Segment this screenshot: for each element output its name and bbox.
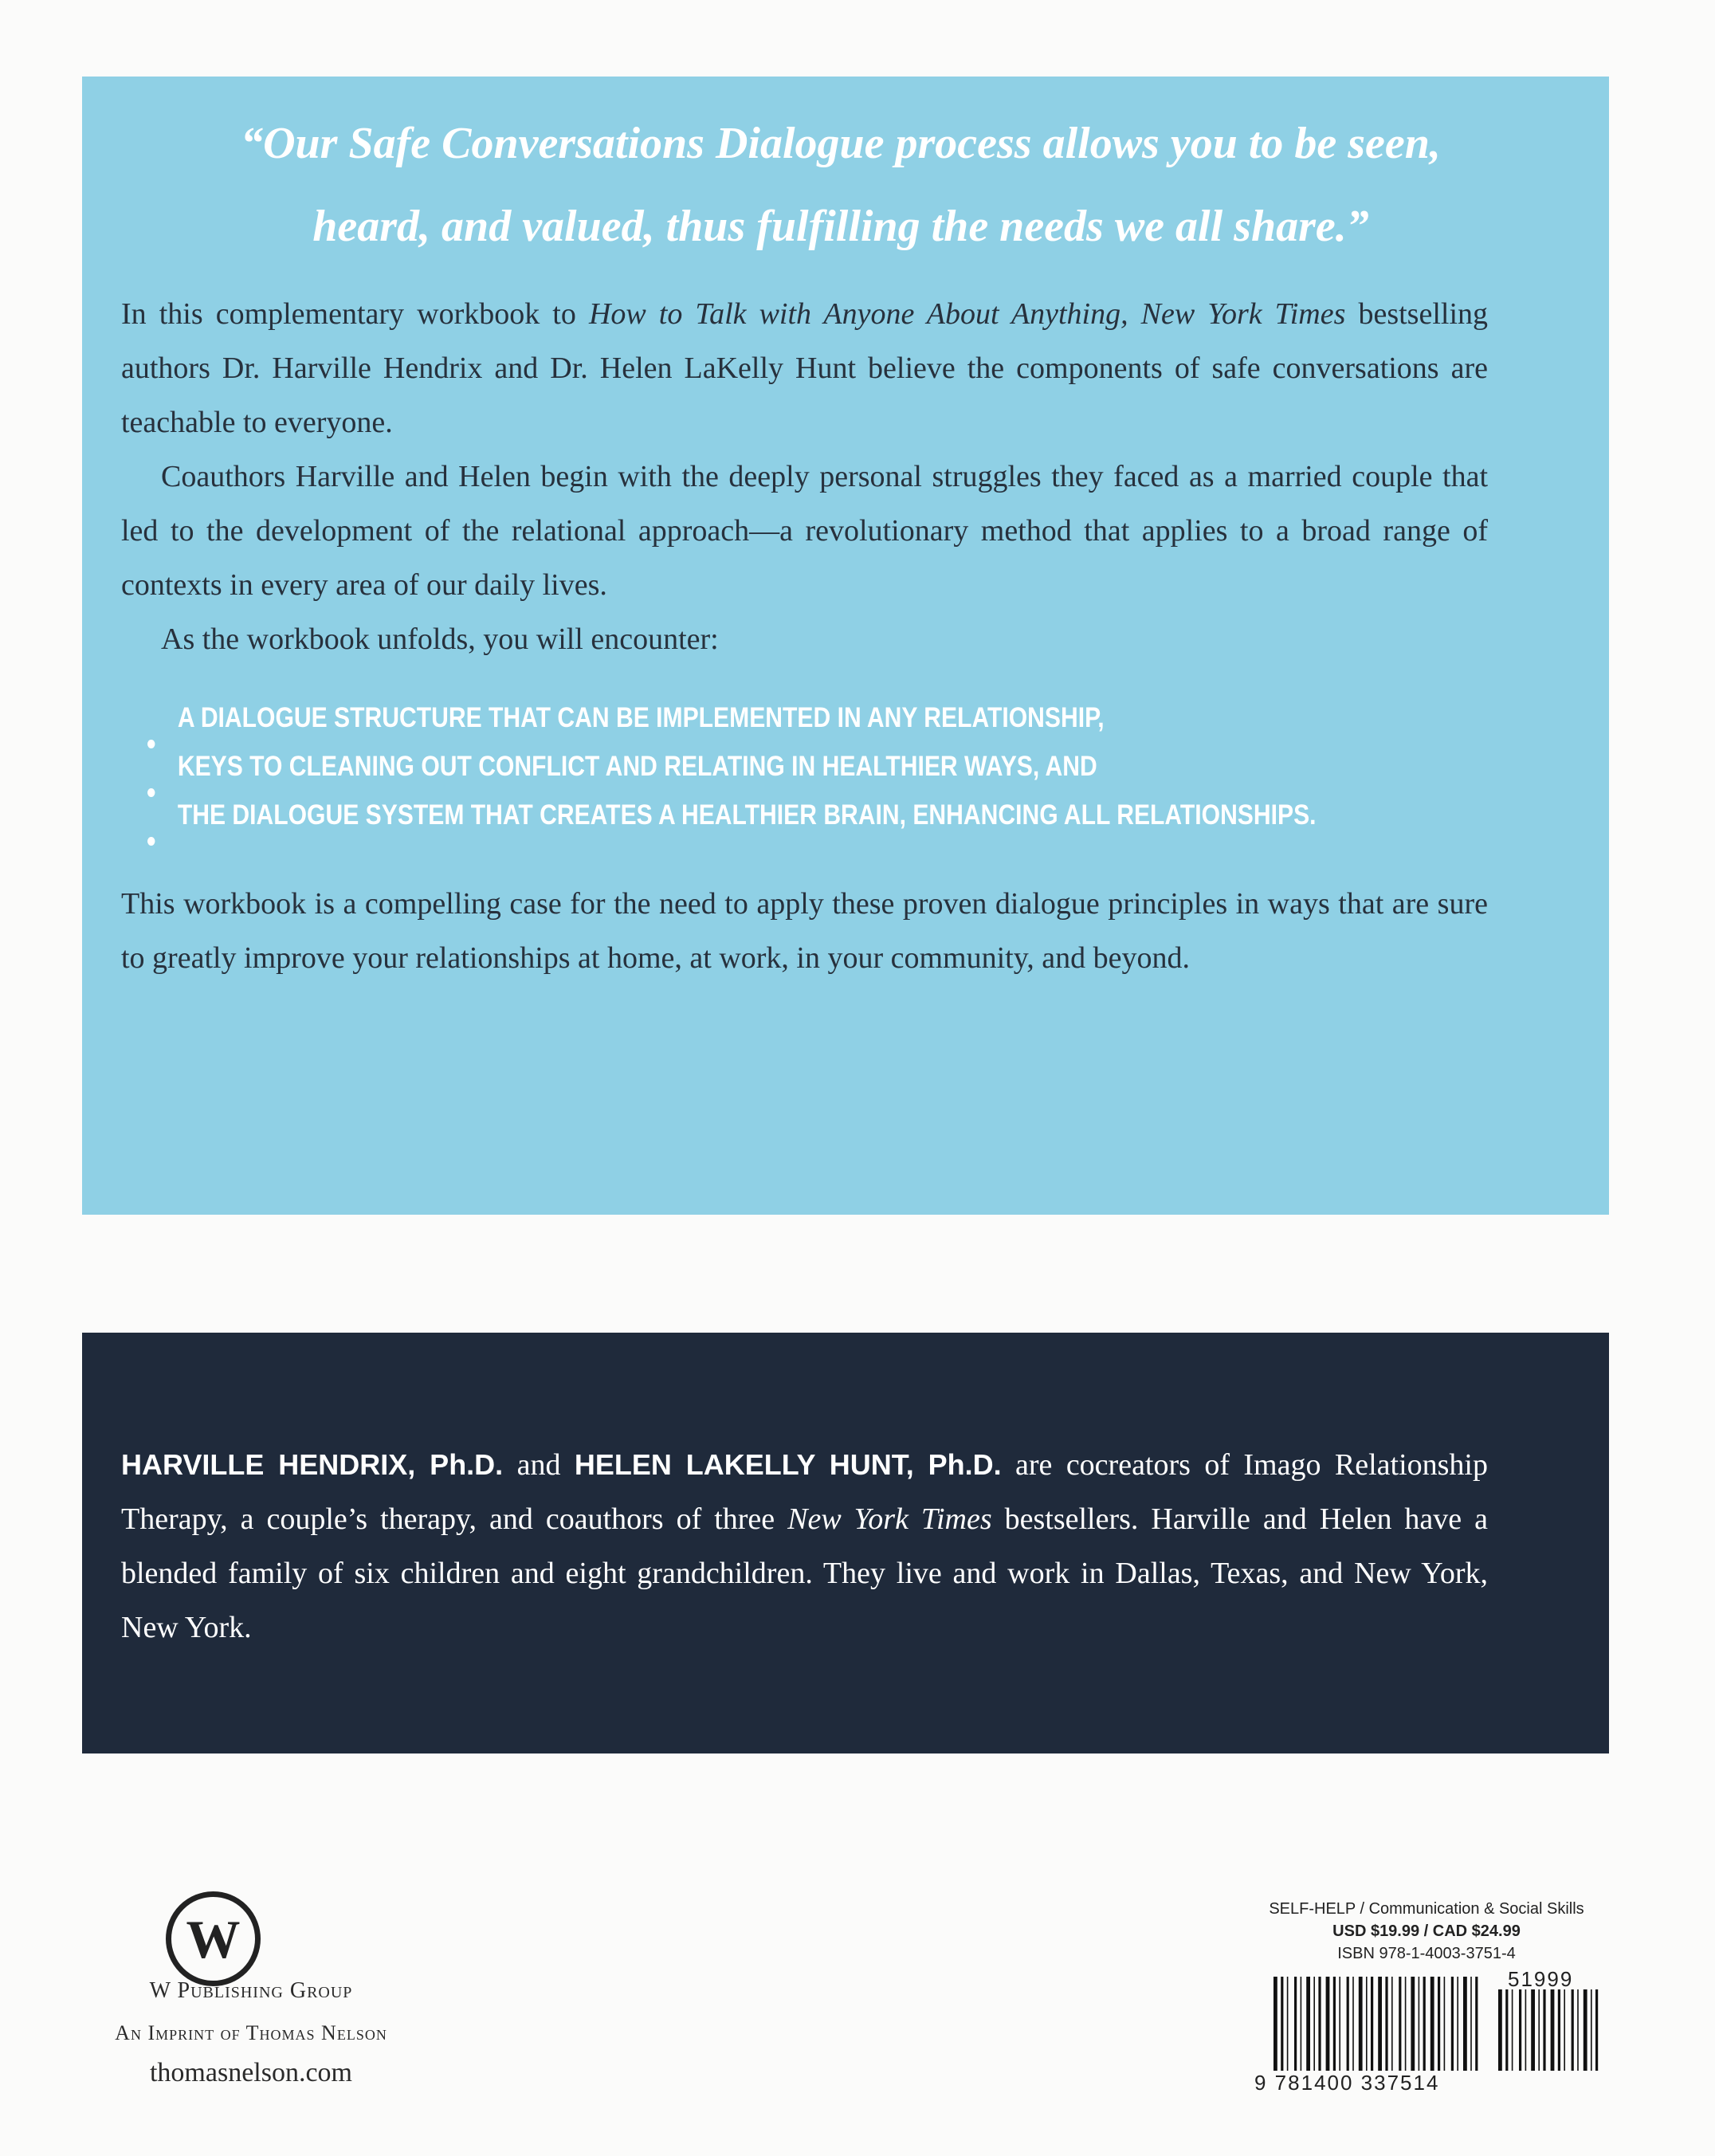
list-item-text: THE DIALOGUE SYSTEM THAT CREATES A HEALTHIER BRAIN, ENHANCING ALL RELATIONSHIPS.	[177, 799, 1317, 831]
intro-text-start: In this complementary workbook to	[121, 297, 589, 331]
publisher-imprint: An Imprint of Thomas Nelson	[115, 2021, 387, 2044]
book-title-reference: How to Talk with Anyone About Anything, New York Times	[588, 297, 1346, 331]
barcode-addon-icon	[1498, 1989, 1603, 2071]
bio-and: and	[503, 1448, 575, 1482]
encounter-paragraph: As the workbook unfolds, you will encounter:	[161, 622, 719, 656]
author-name-1: HARVILLE HENDRIX, Ph.D.	[121, 1448, 504, 1481]
publisher-logo-icon	[163, 1889, 263, 1989]
intro-paragraph	[121, 287, 1488, 450]
quote-line-1: “Our Safe Conversations Dialogue process allows you to be seen,	[241, 119, 1441, 168]
list-item	[147, 693, 1313, 742]
quote-line-2: heard, and valued, thus fulfilling the needs we all share.”	[312, 202, 1369, 251]
bullet-icon	[147, 715, 164, 725]
bullet-icon	[147, 812, 164, 822]
price: USD $19.99 / CAD $24.99	[1332, 1922, 1521, 1940]
intro-text-end: bestselling authors Dr. Harville Hendrix and Dr. Helen LaKelly Hunt believe the components of safe conversations are teachable to everyone.	[121, 297, 1489, 439]
publisher-name: W Publishing Group	[149, 1978, 353, 2003]
list-item-text: A DIALOGUE STRUCTURE THAT CAN BE IMPLEMENTED IN ANY RELATIONSHIP,	[177, 702, 1105, 733]
list-item	[147, 791, 1317, 839]
publisher-url: thomasnelson.com	[149, 2058, 353, 2087]
list-item-text: KEYS TO CLEANING OUT CONFLICT AND RELATING IN HEALTHIER WAYS, AND	[177, 751, 1097, 782]
bisac-category: SELF-HELP / Communication & Social Skills	[1269, 1900, 1584, 1918]
pull-quote	[143, 102, 1538, 268]
coauthors-paragraph: Coauthors Harville and Helen begin with the deeply personal struggles they faced as a married couple that led to the development of the relational approach—a revolutionary method that applies to a broad range of contexts in every area of our daily lives.	[121, 460, 1488, 602]
barcode-digits: 9 781400 337514	[1254, 2071, 1440, 2095]
bio-nyt: New York Times	[787, 1502, 992, 1536]
feature-list	[147, 693, 1502, 839]
list-item	[147, 742, 1313, 791]
svg-text:W: W	[186, 1909, 241, 1969]
closing-paragraph: This workbook is a compelling case for the need to apply these proven dialogue principles in ways that are sure to greatly improve your relationships at home, at work, in your community, and beyond.	[121, 887, 1488, 975]
bio-text-1: are cocreators of Imago Relationship Therapy, a couple’s therapy, and coauthors of three	[121, 1448, 1488, 1536]
author-name-2: HELEN LAKELLY HUNT, Ph.D.	[574, 1448, 1002, 1481]
barcode-addon-digits: 51999	[1508, 1967, 1574, 1991]
author-bio	[121, 1438, 1488, 1655]
barcode-icon	[1273, 1977, 1481, 2071]
bullet-icon	[147, 764, 164, 773]
bio-text-2: bestsellers. Harville and Helen have a blended family of six children and eight grandchildren. They live and work in Dallas, Texas, and New York, New York.	[121, 1502, 1488, 1644]
isbn: ISBN 978-1-4003-3751-4	[1337, 1945, 1516, 1962]
